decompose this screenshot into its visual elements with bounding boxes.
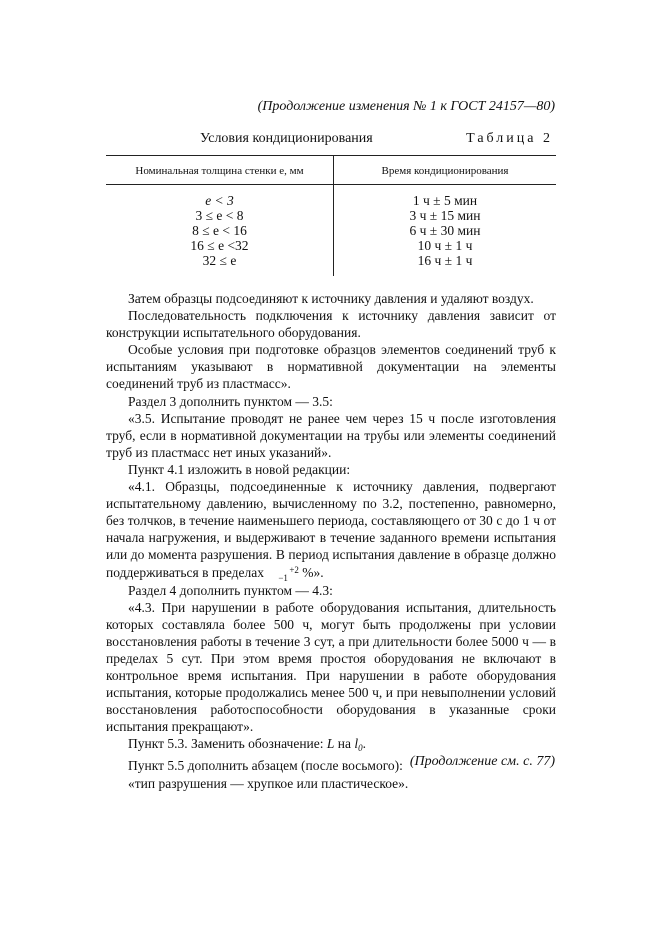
- paragraph: Раздел 3 дополнить пунктом — 3.5:: [128, 393, 333, 409]
- time-column: [334, 193, 556, 268]
- time-cell: 6 ч ± 30 мин: [409, 223, 481, 238]
- symbol-new-base: l: [354, 736, 359, 752]
- tolerance-fraction: [267, 566, 299, 582]
- paragraph: «тип разрушения — хрупкое или пластическое».: [128, 775, 409, 791]
- symbol-new: [354, 736, 363, 754]
- time-cell: 10 ч ± 1 ч: [417, 238, 473, 253]
- paragraph: Особые условия при подготовке образцов элементов соединений труб к испытаниям указывают в нормативной документации на элементы соединений труб из пластмасс».: [106, 342, 556, 392]
- table-header-rule: [106, 184, 556, 185]
- thickness-column: [106, 193, 333, 268]
- paragraph-text: «4.1. Образцы, подсоединенные к источнику давления, подвергают испытательному давлению, вычисленному по 3.2, постепенно, равномерно, без толчков, в течение наименьшего периода, составляющего от 30 с до 1 ч от начала нагружения, и выдерживают в течение заданного времени испытания или до момента разрушения. В период испытания давление в образце должно поддерживаться в пределах: [106, 479, 556, 580]
- tolerance-lower: −1: [278, 572, 288, 583]
- continuation-footer: (Продолжение см. с. 77): [409, 754, 555, 769]
- table-number: Таблица 2: [466, 131, 553, 146]
- tolerance-upper: +2: [289, 564, 299, 575]
- paragraph: Пункт 4.1 изложить в новой редакции:: [128, 461, 351, 477]
- col-thickness-header: Номинальная толщина стенки e, мм: [135, 165, 304, 177]
- table-caption: Условия кондиционирования: [200, 131, 373, 146]
- symbol-end: .: [362, 736, 367, 752]
- paragraph: Пункт 5.5 дополнить абзацем (после восьмого):: [128, 758, 403, 774]
- paragraph: Раздел 4 дополнить пунктом — 4.3:: [128, 582, 333, 598]
- paragraph: Затем образцы подсоединяют к источнику давления и удаляют воздух.: [128, 291, 534, 306]
- time-cell: 16 ч ± 1 ч: [417, 253, 473, 268]
- paragraph: «4.3. При нарушении в работе оборудования испытания, длительность которых составляла более 500 ч, могут быть продолжены при условии восстановления работы в течение 3 сут, а при длительности более 5000 ч — в пределах 5 сут. При этом время простоя оборудования не включают в контрольное время испытания. При нарушении в работе оборудования испытания, которые продолжались менее 500 ч, и при невыполнении условий восстановления работоспособности оборудования в указанные сроки испытания прекращают».: [106, 599, 556, 735]
- time-cell: 1 ч ± 5 мин: [412, 193, 478, 208]
- time-cell: 3 ч ± 15 мин: [409, 208, 481, 223]
- amendment-text: [106, 290, 556, 792]
- continuation-header: (Продолжение изменения № 1 к ГОСТ 24157—80): [257, 99, 555, 114]
- thickness-cell: 16 ≤ e <32: [190, 238, 249, 253]
- symbol-new-subscript: 0: [358, 743, 363, 754]
- paragraph: Последовательность подключения к источнику давления зависит от конструкции испытательного оборудования.: [106, 308, 556, 341]
- paragraph: «3.5. Испытание проводят не ранее чем через 15 ч после изготовления труб, если в нормативной документации на трубы или элементы соединений труб из пластмасс нет иных указаний».: [106, 410, 556, 460]
- symbol-old: L: [326, 736, 335, 752]
- thickness-cell: e < 3: [205, 193, 234, 208]
- paragraph-text: Пункт 5.3. Заменить обозначение:: [128, 736, 324, 752]
- col-time-header: Время кондиционирования: [381, 165, 509, 177]
- thickness-cell: 32 ≤ e: [202, 253, 237, 268]
- symbol-word: на: [337, 736, 352, 752]
- thickness-cell: 3 ≤ e < 8: [195, 208, 244, 223]
- thickness-cell: 8 ≤ e < 16: [192, 223, 247, 238]
- table-top-rule: [106, 155, 556, 156]
- tolerance-unit: %».: [302, 564, 324, 580]
- paragraph: [106, 478, 556, 581]
